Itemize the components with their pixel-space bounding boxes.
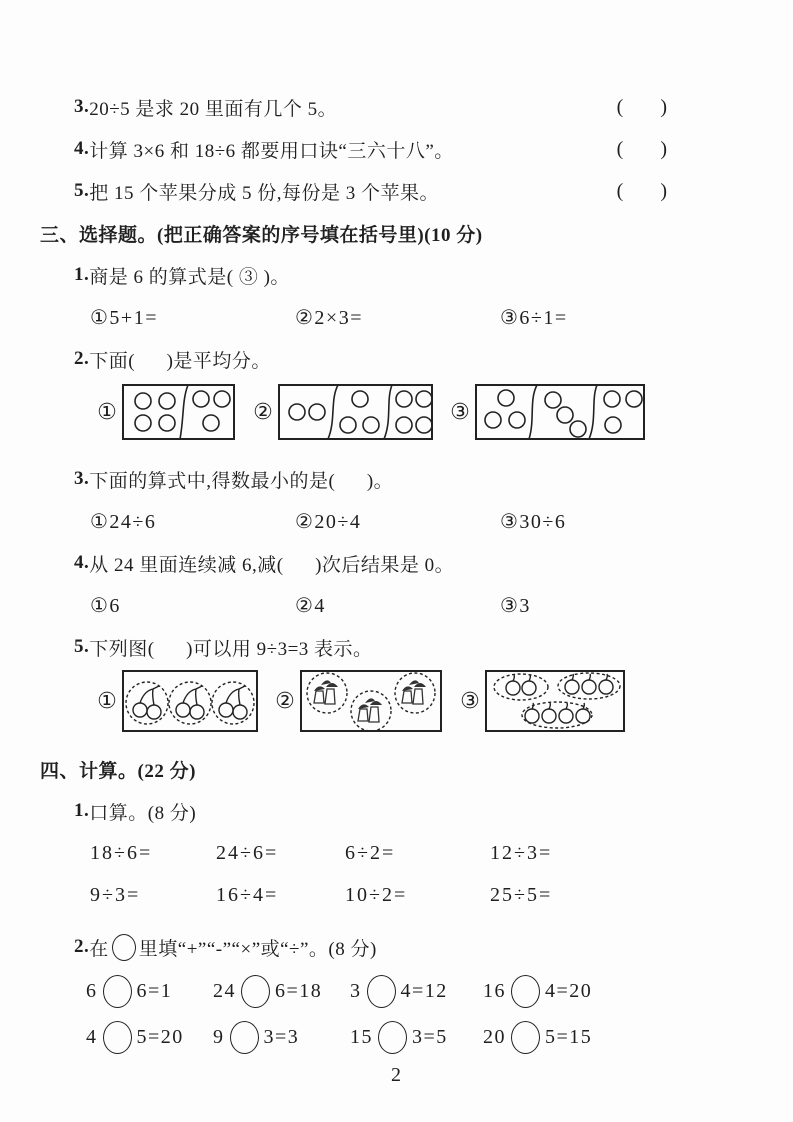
- question-number: 1.: [74, 800, 90, 821]
- option-item: ③30÷6: [500, 510, 567, 533]
- question-text-pre: 在: [89, 938, 109, 960]
- answer-bracket: ( ): [616, 137, 668, 160]
- fill-equation: [483, 1021, 592, 1054]
- equation-right: 5=20: [136, 1025, 184, 1048]
- operator-circle: [103, 975, 132, 1008]
- oral-calc-label: [0, 790, 793, 832]
- fill-equation: [350, 975, 483, 1008]
- choice-question-4: [0, 542, 793, 584]
- answer-bracket: ( ): [616, 179, 668, 202]
- section-3-heading: [0, 212, 793, 254]
- question-text: 20÷5 是求 20 里面有几个 5。: [89, 98, 338, 120]
- fill-equation: [213, 1021, 350, 1054]
- question-text: 从 24 里面连续减 6,减( )次后结果是 0。: [89, 554, 455, 576]
- question-text: 口算。(8 分): [89, 802, 197, 824]
- page-number: [0, 1060, 793, 1090]
- option-item: ①6: [90, 594, 121, 617]
- equation-left: 3: [350, 979, 362, 1002]
- equal-share-diagram-1: [122, 384, 235, 440]
- question-text: 把 15 个苹果分成 5 份,每份是 3 个苹果。: [89, 182, 440, 204]
- grouping-diagram-cherries: [122, 670, 258, 732]
- option-item: ②2×3=: [295, 306, 363, 329]
- equation-right: 3=3: [263, 1025, 300, 1048]
- fill-equation: [86, 975, 213, 1008]
- circled-label-1: ①: [97, 688, 117, 714]
- choice-question-5: [0, 626, 793, 668]
- grouping-diagram-radishes: [300, 670, 442, 732]
- option-item: ③6÷1=: [500, 306, 568, 329]
- choice-question-3: [0, 458, 793, 500]
- question-text: 下列图( )可以用 9÷3=3 表示。: [89, 638, 373, 660]
- equation-left: 15: [350, 1025, 373, 1048]
- equal-share-diagram-2: [278, 384, 433, 440]
- operator-circle: [367, 975, 396, 1008]
- equation-right: 4=12: [400, 979, 448, 1002]
- section-heading-text: 三、选择题。(把正确答案的序号填在括号里)(10 分): [40, 224, 483, 246]
- oral-calc-row-1: [0, 832, 793, 874]
- calc-item: 12÷3=: [490, 841, 553, 864]
- question-text: 计算 3×6 和 18÷6 都要用口诀“三六十八”。: [89, 140, 454, 162]
- operator-circle-icon: [112, 934, 136, 961]
- equation-right: 4=20: [545, 979, 593, 1002]
- operator-circle: [103, 1021, 132, 1054]
- fill-equation: [350, 1021, 483, 1054]
- q2-diagrams: [0, 384, 793, 440]
- oral-calc-row-2: [0, 874, 793, 916]
- operator-circle: [511, 1021, 540, 1054]
- question-number: 1.: [74, 264, 90, 285]
- choice-question-1: [0, 254, 793, 296]
- option-item: ②20÷4: [295, 510, 362, 533]
- fill-operator-label: [0, 926, 793, 968]
- q5-diagrams: [0, 670, 793, 732]
- equation-right: 3=5: [412, 1025, 448, 1048]
- q4-options: [0, 584, 793, 626]
- operator-circle: [511, 975, 540, 1008]
- question-number: 2.: [74, 936, 90, 957]
- equation-left: 20: [483, 1025, 506, 1048]
- tf-question-5: [0, 170, 793, 212]
- calc-item: 6÷2=: [345, 841, 396, 864]
- question-text: 下面的算式中,得数最小的是( )。: [89, 470, 394, 492]
- fill-equation: [483, 975, 592, 1008]
- operator-circle: [378, 1021, 407, 1054]
- fill-operator-row-1: [0, 968, 793, 1014]
- option-item: ①5+1=: [90, 306, 158, 329]
- equation-left: 16: [483, 979, 506, 1002]
- equation-left: 9: [213, 1025, 225, 1048]
- operator-circle: [241, 975, 270, 1008]
- equal-share-diagram-3: [475, 384, 645, 440]
- fill-operator-row-2: [0, 1014, 793, 1060]
- tf-question-4: [0, 128, 793, 170]
- equation-right: 5=15: [545, 1025, 593, 1048]
- equation-left: 6: [86, 979, 98, 1002]
- circled-label-2: ②: [253, 399, 273, 425]
- calc-item: 18÷6=: [90, 841, 153, 864]
- question-number: 4.: [74, 138, 90, 159]
- question-text: 商是 6 的算式是( ③ )。: [89, 266, 290, 288]
- circled-label-3: ③: [450, 399, 470, 425]
- q3-options: [0, 500, 793, 542]
- section-4-heading: [0, 748, 793, 790]
- circled-label-3: ③: [460, 688, 480, 714]
- fill-equation: [213, 975, 350, 1008]
- circled-label-1: ①: [97, 399, 117, 425]
- q1-options: [0, 296, 793, 338]
- option-item: ③3: [500, 594, 531, 617]
- question-text-post: 里填“+”“-”“×”或“÷”。(8 分): [138, 938, 377, 960]
- option-item: ①24÷6: [90, 510, 157, 533]
- circled-label-2: ②: [275, 688, 295, 714]
- equation-left: 4: [86, 1025, 98, 1048]
- grouping-diagram-apples: [485, 670, 625, 732]
- question-number: 5.: [74, 636, 90, 657]
- equation-right: 6=1: [136, 979, 173, 1002]
- option-item: ②4: [295, 594, 326, 617]
- fill-equation: [86, 1021, 213, 1054]
- section-heading-text: 四、计算。(22 分): [40, 760, 196, 782]
- question-number: 2.: [74, 348, 90, 369]
- question-number: 4.: [74, 552, 90, 573]
- question-number: 3.: [74, 96, 90, 117]
- calc-item: 9÷3=: [90, 883, 141, 906]
- calc-item: 10÷2=: [345, 883, 408, 906]
- question-number: 3.: [74, 468, 90, 489]
- question-number: 5.: [74, 180, 90, 201]
- answer-bracket: ( ): [616, 95, 668, 118]
- operator-circle: [230, 1021, 259, 1054]
- equation-right: 6=18: [275, 979, 323, 1002]
- tf-question-3: [0, 86, 793, 128]
- page-number-text: 2: [391, 1063, 402, 1086]
- question-text: 下面( )是平均分。: [89, 350, 271, 372]
- calc-item: 25÷5=: [490, 883, 553, 906]
- calc-item: 24÷6=: [216, 841, 279, 864]
- choice-question-2: [0, 338, 793, 380]
- calc-item: 16÷4=: [216, 883, 279, 906]
- equation-left: 24: [213, 979, 236, 1002]
